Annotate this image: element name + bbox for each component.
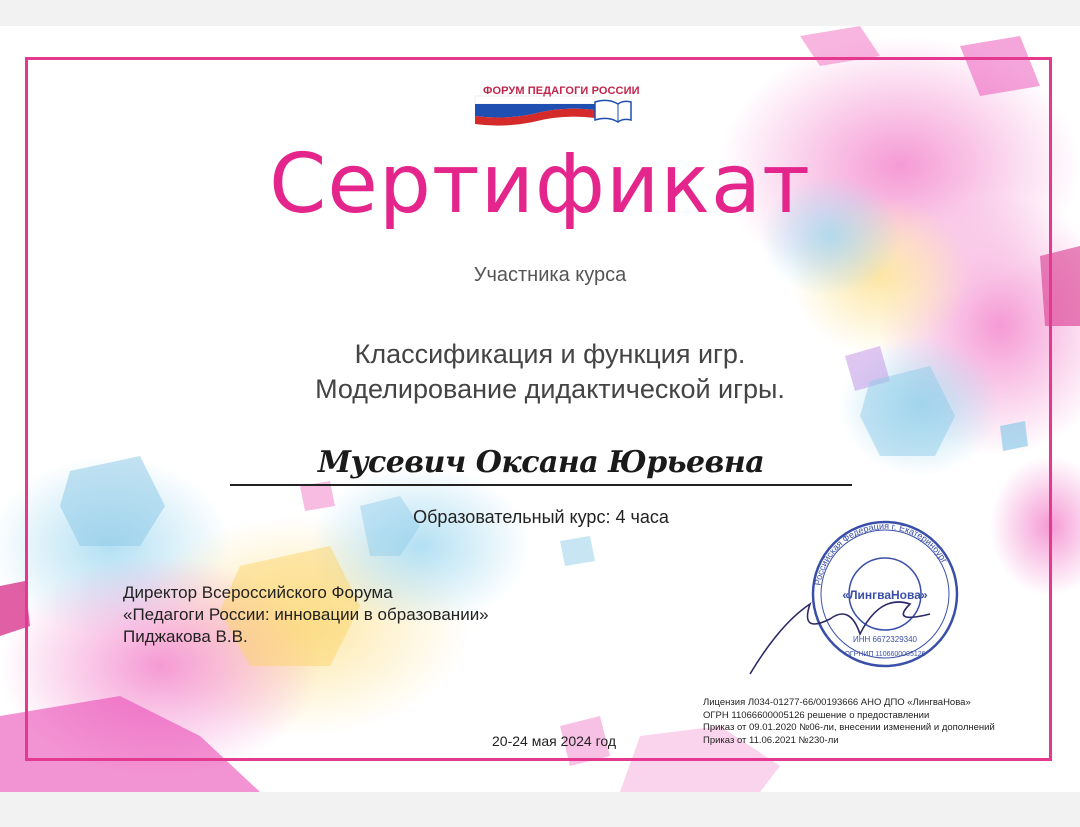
certificate-title: Сертификат xyxy=(269,137,811,232)
course-hours: Образовательный курс: 4 часа xyxy=(413,507,669,527)
course-date: 20-24 мая 2024 год xyxy=(492,733,617,749)
certificate-sheet xyxy=(0,26,1080,792)
license-line-4: Приказ от 11.06.2021 №230-ли xyxy=(703,734,839,746)
recipient-name: Мусевич Оксана Юрьевна xyxy=(317,445,765,480)
signatory-line-2: «Педагоги России: инновации в образовании» xyxy=(123,605,489,624)
license-line-3: Приказ от 09.01.2020 №06-ли, внесении изменений и дополнений xyxy=(703,722,995,733)
license-line-2: ОГРН 11066600005126 решение о предоставлении xyxy=(703,709,930,721)
stamp-seal-icon xyxy=(740,514,970,684)
recipient-underline xyxy=(230,484,852,486)
license-info xyxy=(703,697,995,747)
course-title-line-1: Классификация и функция игр. xyxy=(354,339,746,369)
svg-text:ИНН 6672329340: ИНН 6672329340 xyxy=(852,635,918,644)
certificate-subtitle: Участника курса xyxy=(473,264,627,286)
license-line-1: Лицензия Л034-01277-66/00193666 АНО ДПО «ЛингваНова» xyxy=(703,697,971,708)
signatory-line-3: Пиджакова В.В. xyxy=(123,627,248,646)
course-title xyxy=(0,337,1080,407)
forum-logo xyxy=(473,84,640,128)
svg-text:«ЛингваНова»: «ЛингваНова» xyxy=(842,588,928,602)
official-stamp xyxy=(740,514,970,689)
signatory-line-1: Директор Всероссийского Форума xyxy=(123,583,393,602)
svg-text:ОГРНИП 1106600005126: ОГРНИП 1106600005126 xyxy=(844,651,926,658)
svg-text:Российская Федерация г. Екатер: Российская Федерация г. Екатеринбург xyxy=(812,520,950,587)
logo-text: ФОРУМ ПЕДАГОГИ РОССИИ xyxy=(483,85,640,97)
signatory-block xyxy=(123,582,489,648)
course-title-line-2: Моделирование дидактической игры. xyxy=(315,374,785,404)
